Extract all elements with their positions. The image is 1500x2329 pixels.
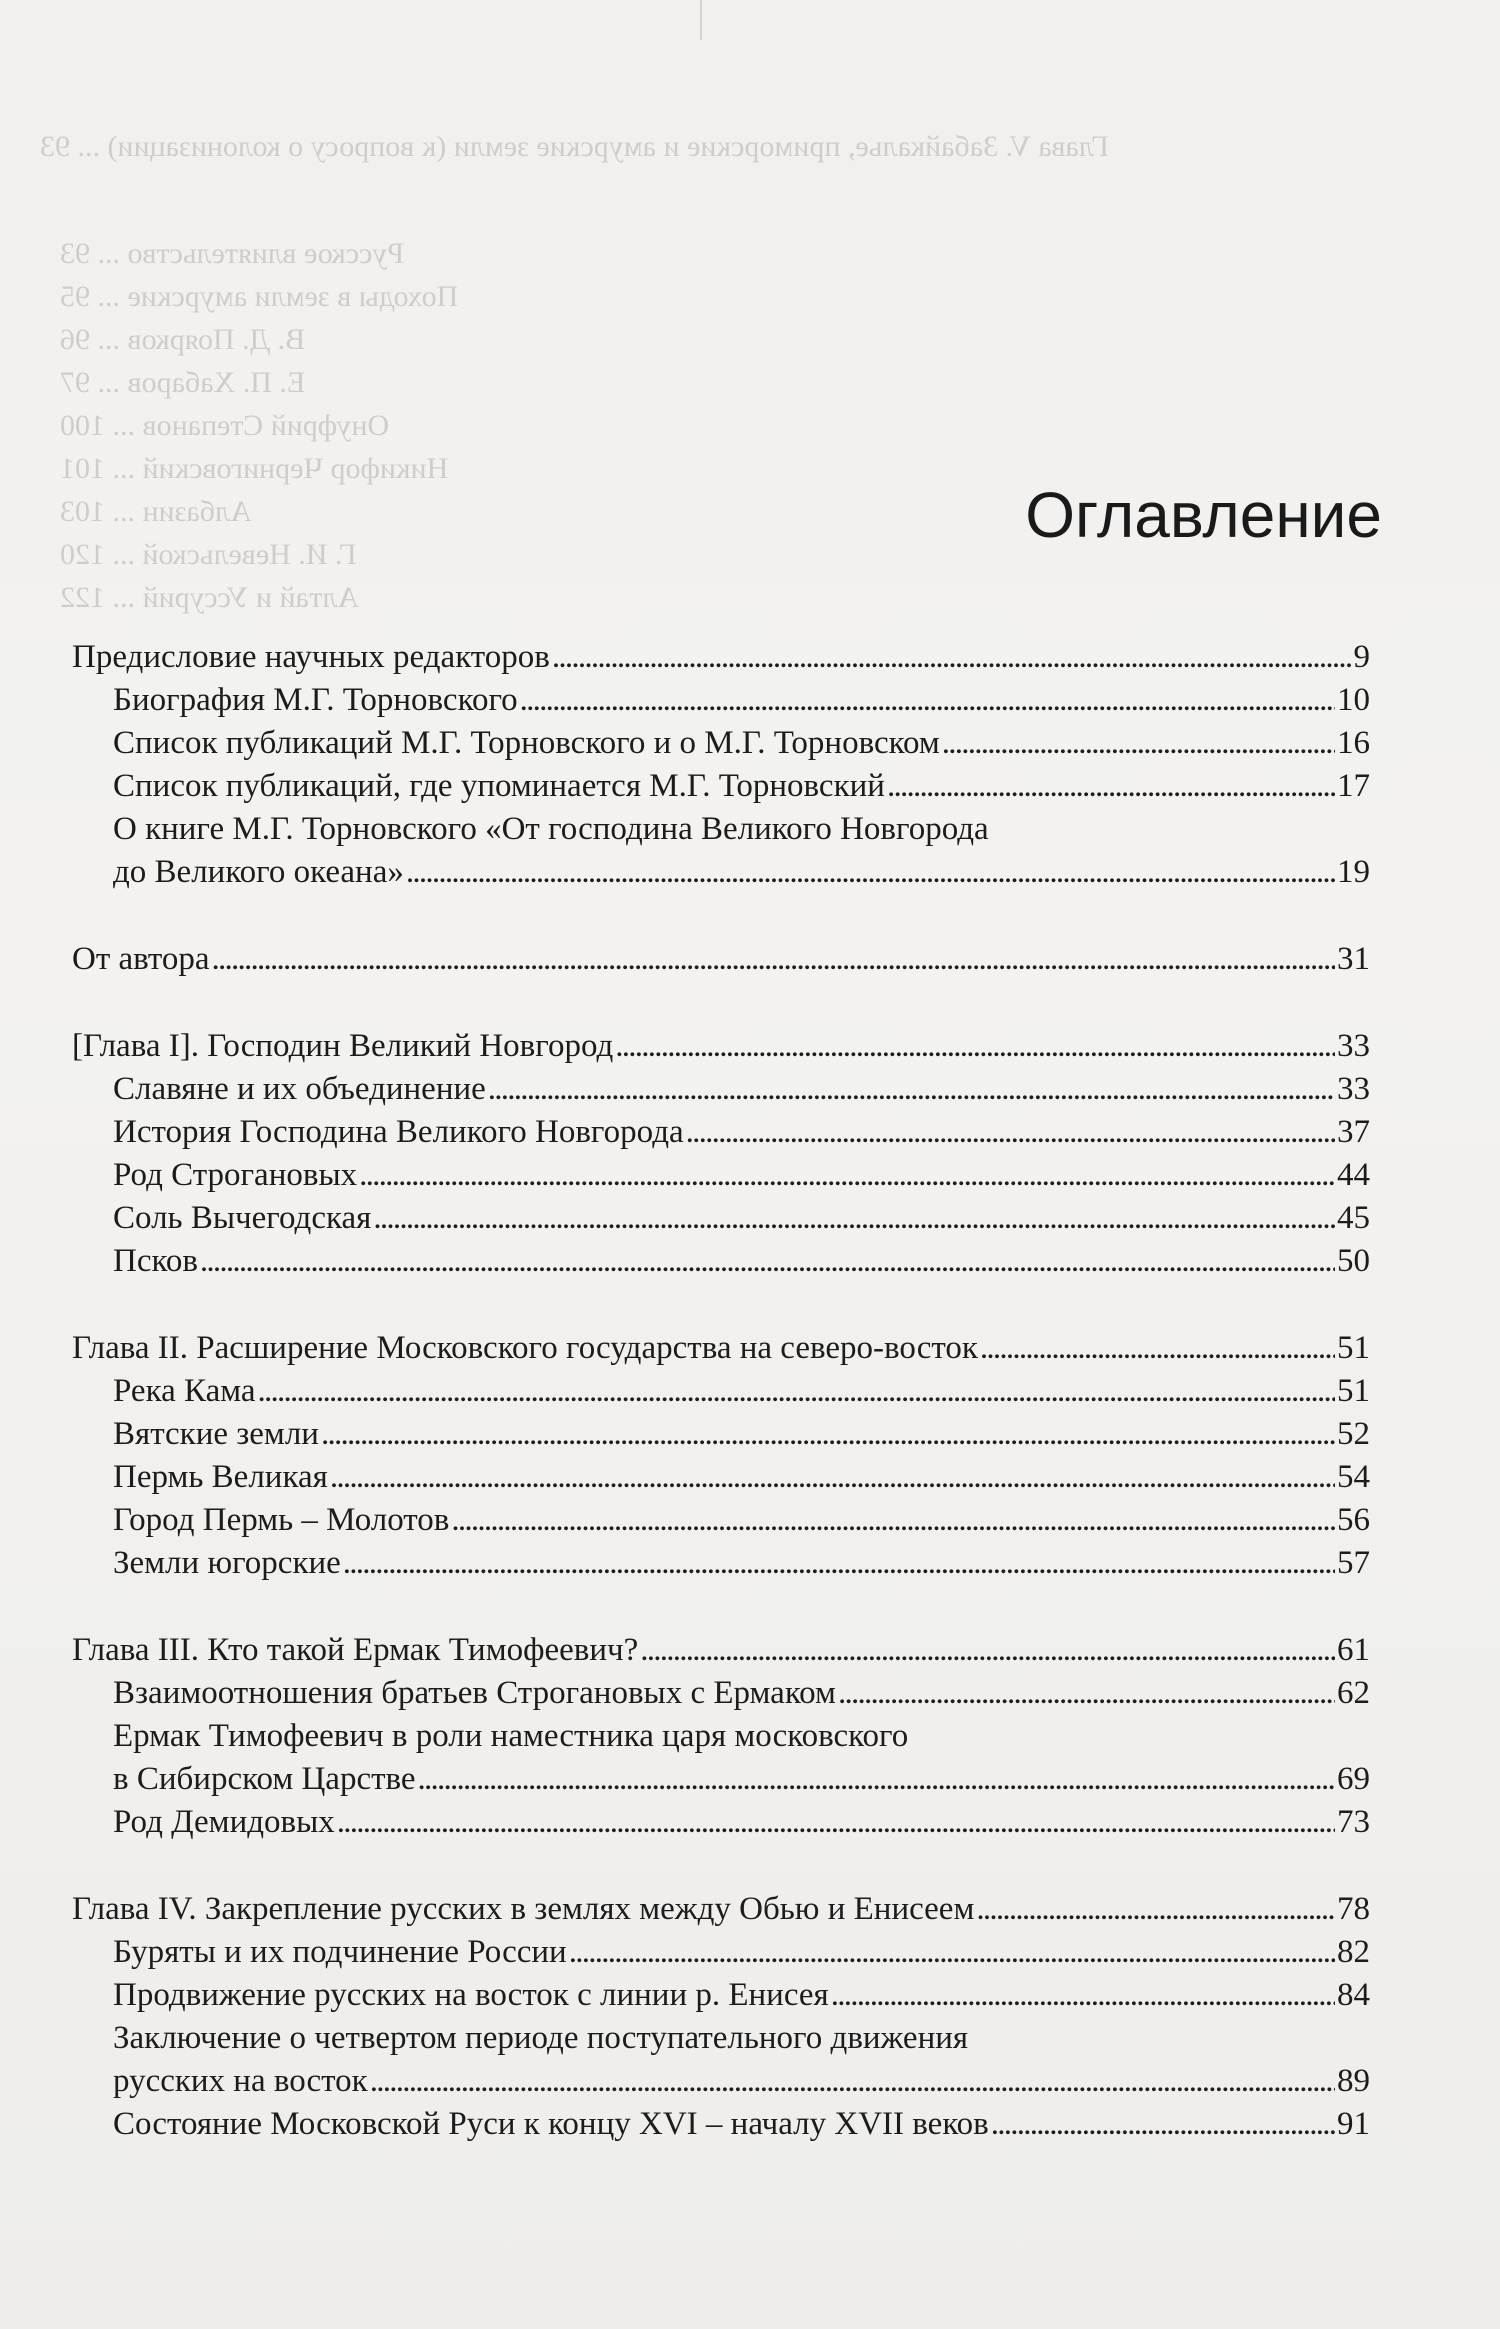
toc-page-number: 84 xyxy=(1337,1977,1370,2013)
page-title: Оглавление xyxy=(1025,479,1382,551)
toc-entry[interactable] xyxy=(72,851,1370,894)
toc-entry-label: Список публикаций, где упоминается М.Г. Торновский xyxy=(113,768,885,804)
toc-leader-dots xyxy=(212,938,1335,981)
toc-leader-dots xyxy=(887,765,1335,808)
toc-entry-label: История Господина Великого Новгорода xyxy=(113,1114,684,1150)
toc-page-number: 44 xyxy=(1337,1157,1370,1193)
toc-entry[interactable] xyxy=(72,1370,1370,1413)
toc-entry[interactable] xyxy=(72,679,1370,722)
toc-page-number: 61 xyxy=(1337,1632,1370,1668)
toc-leader-dots xyxy=(615,1025,1335,1068)
toc-entry[interactable] xyxy=(72,2060,1370,2103)
section-gap xyxy=(72,981,1370,1025)
toc-entry-label: Пермь Великая xyxy=(113,1459,328,1495)
section-gap xyxy=(72,894,1370,938)
toc-entry[interactable] xyxy=(72,1025,1370,1068)
toc-entry[interactable] xyxy=(72,1240,1370,1283)
toc-entry[interactable] xyxy=(72,1931,1370,1974)
toc-entry[interactable] xyxy=(72,765,1370,808)
toc-leader-dots xyxy=(942,722,1335,765)
toc-leader-dots xyxy=(831,1974,1335,2017)
toc-leader-dots xyxy=(330,1456,1335,1499)
toc-leader-dots xyxy=(321,1413,1335,1456)
toc-entry[interactable] xyxy=(72,938,1370,981)
table-of-contents xyxy=(72,636,1370,2146)
toc-entry-label: От автора xyxy=(72,941,210,977)
toc-page-number: 33 xyxy=(1337,1028,1370,1064)
section-gap xyxy=(72,1585,1370,1629)
toc-leader-dots xyxy=(980,1327,1335,1370)
toc-entry[interactable] xyxy=(72,1888,1370,1931)
toc-page-number: 82 xyxy=(1337,1934,1370,1970)
toc-entry[interactable] xyxy=(72,2103,1370,2146)
toc-leader-dots xyxy=(418,1758,1335,1801)
toc-leader-dots xyxy=(258,1370,1335,1413)
toc-page-number: 57 xyxy=(1337,1545,1370,1581)
show-through-line: Албазин ... 103 xyxy=(60,495,252,528)
toc-page-number: 50 xyxy=(1337,1243,1370,1279)
toc-entry[interactable] xyxy=(72,1801,1370,1844)
toc-entry-label: Род Демидовых xyxy=(113,1804,335,1840)
toc-page-number: 52 xyxy=(1337,1416,1370,1452)
toc-leader-dots xyxy=(451,1499,1335,1542)
toc-entry-label: Глава III. Кто такой Ермак Тимофеевич? xyxy=(72,1632,639,1668)
toc-page-number: 51 xyxy=(1337,1330,1370,1366)
toc-entry-label: Род Строгановых xyxy=(113,1157,358,1193)
toc-leader-dots xyxy=(552,636,1352,679)
toc-leader-dots xyxy=(640,1629,1335,1672)
toc-entry[interactable] xyxy=(72,1327,1370,1370)
toc-page-number: 56 xyxy=(1337,1502,1370,1538)
toc-leader-dots xyxy=(370,2060,1335,2103)
toc-page-number: 17 xyxy=(1337,768,1370,804)
show-through-line: Русское влиятельство ... 93 xyxy=(60,237,405,270)
toc-entry-label: Город Пермь – Молотов xyxy=(113,1502,450,1538)
toc-leader-dots xyxy=(373,1197,1335,1240)
toc-leader-dots xyxy=(359,1154,1335,1197)
toc-entry-label: Псков xyxy=(113,1243,198,1279)
toc-page-number: 19 xyxy=(1337,854,1370,890)
toc-entry-label: Глава II. Расширение Московского государства на северо-восток xyxy=(72,1330,978,1366)
show-through-line: Никифор Черниговский ... 101 xyxy=(60,452,449,485)
toc-entry[interactable] xyxy=(72,1758,1370,1801)
toc-leader-dots xyxy=(838,1672,1335,1715)
toc-entry[interactable] xyxy=(72,722,1370,765)
show-through-line: Г. И. Невельской ... 120 xyxy=(60,538,357,571)
show-through-line: Глава V. Забайкалье, приморские и амурские земли (к вопросу о колонизации) ... 93 xyxy=(40,130,1109,163)
toc-entry-label: в Сибирском Царстве xyxy=(113,1761,416,1797)
toc-entry-label: до Великого океана» xyxy=(113,854,404,890)
toc-entry[interactable] xyxy=(72,1413,1370,1456)
toc-entry-first-line[interactable]: О книге М.Г. Торновского «От господина Великого Новгорода xyxy=(113,811,989,847)
toc-page-number: 31 xyxy=(1337,941,1370,977)
toc-leader-dots xyxy=(991,2103,1335,2146)
toc-entry-label: Буряты и их подчинение России xyxy=(113,1934,567,1970)
toc-entry-label: Продвижение русских на восток с линии р. Енисея xyxy=(113,1977,829,2013)
show-through-line: В. Д. Поярков ... 96 xyxy=(60,323,306,356)
toc-page-number: 9 xyxy=(1353,639,1370,675)
toc-page-number: 62 xyxy=(1337,1675,1370,1711)
toc-page-number: 45 xyxy=(1337,1200,1370,1236)
toc-entry[interactable] xyxy=(72,1499,1370,1542)
toc-entry[interactable] xyxy=(72,1629,1370,1672)
toc-entry[interactable] xyxy=(72,1456,1370,1499)
toc-leader-dots xyxy=(520,679,1335,722)
toc-leader-dots xyxy=(488,1068,1335,1111)
toc-entry-first-line[interactable]: Заключение о четвертом периоде поступательного движения xyxy=(113,2020,969,2056)
show-through-line: Алтай и Уссурий ... 122 xyxy=(60,581,360,614)
toc-entry[interactable] xyxy=(72,636,1370,679)
toc-entry[interactable] xyxy=(72,1068,1370,1111)
show-through-line: Походы в земли амурские ... 95 xyxy=(60,280,459,313)
show-through-line: Онуфрий Степанов ... 100 xyxy=(60,409,390,442)
toc-entry-first-line[interactable]: Ермак Тимофеевич в роли наместника царя московского xyxy=(113,1718,909,1754)
toc-page-number: 89 xyxy=(1337,2063,1370,2099)
toc-entry[interactable] xyxy=(72,1197,1370,1240)
toc-page-number: 78 xyxy=(1337,1891,1370,1927)
toc-page-number: 73 xyxy=(1337,1804,1370,1840)
toc-entry-label: Предисловие научных редакторов xyxy=(72,639,550,675)
toc-entry[interactable] xyxy=(72,1111,1370,1154)
toc-leader-dots xyxy=(686,1111,1335,1154)
toc-entry-label: Биография М.Г. Торновского xyxy=(113,682,518,718)
toc-leader-dots xyxy=(200,1240,1335,1283)
toc-page-number: 91 xyxy=(1337,2106,1370,2142)
toc-entry-label: Состояние Московской Руси к концу XVI – началу XVII веков xyxy=(113,2106,989,2142)
toc-entry-label: Славяне и их объединение xyxy=(113,1071,486,1107)
toc-page-number: 37 xyxy=(1337,1114,1370,1150)
toc-page-number: 69 xyxy=(1337,1761,1370,1797)
page-fold-mark xyxy=(700,0,702,40)
toc-page-number: 33 xyxy=(1337,1071,1370,1107)
show-through-line: Е. П. Хабаров ... 97 xyxy=(60,366,306,399)
toc-leader-dots xyxy=(976,1888,1335,1931)
toc-entry[interactable] xyxy=(72,1672,1370,1715)
toc-page-number: 10 xyxy=(1337,682,1370,718)
toc-entry-label: Река Кама xyxy=(113,1373,256,1409)
toc-entry-label: Земли югорские xyxy=(113,1545,341,1581)
toc-page-number: 16 xyxy=(1337,725,1370,761)
toc-leader-dots xyxy=(343,1542,1335,1585)
toc-entry-label: [Глава I]. Господин Великий Новгород xyxy=(72,1028,614,1064)
toc-entry-label: Соль Вычегодская xyxy=(113,1200,372,1236)
toc-page-number: 54 xyxy=(1337,1459,1370,1495)
toc-entry[interactable] xyxy=(72,1974,1370,2017)
toc-entry-label: русских на восток xyxy=(113,2063,368,2099)
toc-page-number: 51 xyxy=(1337,1373,1370,1409)
toc-entry[interactable] xyxy=(72,1542,1370,1585)
toc-leader-dots xyxy=(337,1801,1335,1844)
section-gap xyxy=(72,1844,1370,1888)
toc-leader-dots xyxy=(406,851,1335,894)
toc-entry-label: Взаимоотношения братьев Строгановых с Ермаком xyxy=(113,1675,836,1711)
section-gap xyxy=(72,1283,1370,1327)
toc-leader-dots xyxy=(569,1931,1335,1974)
toc-entry[interactable] xyxy=(72,1154,1370,1197)
toc-entry-label: Список публикаций М.Г. Торновского и о М.Г. Торновском xyxy=(113,725,940,761)
toc-entry-label: Глава IV. Закрепление русских в землях между Обью и Енисеем xyxy=(72,1891,975,1927)
toc-entry-label: Вятские земли xyxy=(113,1416,319,1452)
